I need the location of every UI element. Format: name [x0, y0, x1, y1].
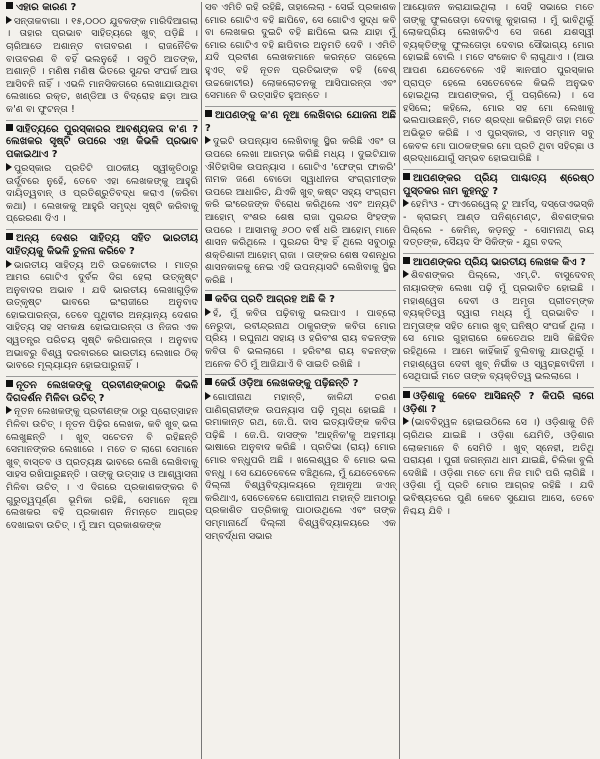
answer-paragraph: ନୂତନ ଲେଖକଙ୍କୁ ପ୍ରବୀଣଙ୍କ ଠାରୁ ପ୍ରୋତ୍ସାହନ ମିଳିବା ଉଚିତ୍ । ନୂତନ ପିଢ଼ିର ଲେଖକ, କବି ଖୁବ୍ ଭଲ ଲେଖୁଛନ୍ତି । ଖୁବ୍ ସଚେତନ ବି ରହିଛନ୍ତି ସେମାନଙ୍କର ଲେଖାରେ । ମତେ ତ ଲାଗେ ସେମାନେ ଖୁବ୍ ବାସ୍ତବ ଓ ପ୍ରତ୍ୟକ୍ଷ ଭାବରେ ଲେଖି ଲେଖିବାକୁ ସାହସ ରଖିପାରୁଛନ୍ତି । ତାଙ୍କୁ ଉତ୍ସାହ ଓ ଆଶ୍ୱାସନା ମିଳିବା ଉଚିତ୍ । ଏ ଦିଗରେ ପ୍ରକାଶକଙ୍କର ବି ଗୁରୁତ୍ୱପୂର୍ଣ୍ଣ ଭୂମିକା ରହିଛି, ସେମାନେ ନୂଆ ଲେଖକର ବହି ପ୍ରକାଶନ ନିମନ୍ତେ ଆଗ୍ରହ ଦେଖାଇବା ଉଚିତ୍ । ମୁଁ ଆମ ପ୍ରକାଶକଙ୍କ — [6, 406, 198, 531]
column-2 — [201, 2, 399, 759]
answer-paragraph: ଆୟୋଜନ କରାଯାଇଥିଲା । ସେହି ସଭାରେ ମତେ ତାଙ୍କୁ ଫୁଲତୋଡ଼ା ଦେବାକୁ କୁହାଗଲା । ମୁଁ ଭାବିଥିଲୁଁ ଲୋକପ୍ରିୟ ଲେଖକଟିଏ ସେ ଜଣେ ଯଶସ୍ୱୀ ବ୍ୟକ୍ତିଙ୍କୁ ଫୁଲତୋଡ଼ା ଦେବାର ସୌଭାଗ୍ୟ ମୋର ହୋଇଛି ବୋଲି । ମତେ ସଂକୋଚ ବି ଲାଗୁଥାଏ । (ଆଉ ଆପଣ ଯେତେବେଳେ ଏହି ଜ୍ଞାନପୀଠ ପୁରସ୍କାର ପ୍ରାପ୍ତ ହେଲେ ସେତେବେଳେ କିଭଳି ଅନୁଭବ ହୋଇଥିଲା ଆପଣଙ୍କର, ମୁଁ ପଚାରିଲେ) । ସେ ହସିଲେ; କହିଲେ, ମୋର ସହ ମୋ ଲେଖାକୁ ଭଲପାଉଛନ୍ତି, ମତେ ଶ୍ରଦ୍ଧା କରିଛନ୍ତି ତାହା ମତେ ଅଭିଭୂତ କରିଛି । ଏ ପୁରସ୍କାର, ଏ ସମ୍ମାନ ସବୁ କେବଳ ମୋ ପାଠକଙ୍କର ମୋ ପ୍ରତି ଥିବା ସହିଚ୍ଛା ଓ ଶ୍ରଦ୍ଧାଯୋଗୁଁ ସମ୍ଭବ ହୋଇପାରିଛି । — [403, 2, 594, 165]
question-heading: ଅନ୍ୟ ଦେଶର ସାହିତ୍ୟ ସହିତ ଭାରତୀୟ ସାହିତ୍ୟକୁ କିଭଳି ତୁଳନା କରିବେ ? — [6, 232, 198, 257]
square-bullet-icon — [205, 378, 212, 385]
answer-paragraph: ହେମିଂଓ - ଫାଏରେୱେଲ୍ ଟୁ ଆର୍ମସ୍, ଦସ୍ତୋଏଭସ୍କି - କ୍ରାଇମ୍ ଆଣ୍ଡ ପନିଶ୍ମେଣ୍ଟ, ଶିବଶଙ୍କର ପିଲ୍ଲେ - କେମିନ୍, କଡ଼ନ୍ତୁ - ସୋମନାଥ୍ ରୟ ଦତ୍ତଙ୍କ, ସୈୟଦ ସିଂ ସିକିଙ୍କ - ଯୁଗ ବଦଳ୍ — [403, 199, 594, 249]
answer-paragraph: ସବ ଏମିତି ରହି ରହିଛି, ତାହାଲେଲା - ସେଇଁ ପ୍ରକାଶକ ମୋର ଗୋଟିଏ ବହି ଛାପିବେ, ସେ ଗୋଟିଏ ସୁଦ୍ଧ କବି ବା ଲେଖକର ଦୁଇଟି ବହି ଛାପିଲେ ଭଲ ଯାହା ମୁଁ ମୋର ଗୋଟିଏ ବହି ଛାପିବାର ଅନୁମତି ଦେବି । ଏମିତି ଯଦି ପ୍ରବୀଣ ଲେଖକମାନେ କରନ୍ତେ ତାହେଲେ ହୁଏତ୍ ବହି ନୂତନ ପ୍ରତିଭାଙ୍କ ବହି (ବେଶ୍ ଉଚ୍ଚକୋଟୀର) ଲୋକଲୋଚନକୁ ଆସିପାରନ୍ତା ଏବଂ ସେମାନେ ବି ଉତ୍ସାହିତ ହୁଅନ୍ତେ । — [205, 2, 396, 102]
question-heading: କବିତା ପ୍ରତି ଆଗ୍ରହ ଅଛି କି ? — [205, 294, 396, 307]
answer-paragraph: ଭାରତୀୟ ସାହିତ୍ୟ ଅତି ଉଚ୍ଚକୋଟୀର । ମାତ୍ର ଆମର ଗୋଟିଏ ଦୁର୍ବଳ ଦିଗ ହେଲା ଉତ୍କୃଷ୍ଟ ଅନୁବାଦର ଅଭାବ । ଯଦି ଭାରତୀୟ ଲେଖାଗୁଡ଼ିକ ଉତ୍କୃଷ୍ଟ ଭାବରେ ଇଂରାଜୀରେ ଅନୁବାଦ ହୋଇପାରନ୍ତା, ତେବେ ପୃଥିବୀର ଅନ୍ୟାନ୍ୟ ଦେଶର ସାହିତ୍ୟ ସହ ସମକକ୍ଷ ହୋଇପାରନ୍ତା ଓ ନିଜର ଏକ ସ୍ୱତନ୍ତ୍ର ପରିଚୟ ସୃଷ୍ଟି କରିପାରନ୍ତା । ଅନୁବାଦ ଅଭାବରୁ ବିଶ୍ୱ ଦରବାରରେ ଭାରତୀୟ ଲେଖାର ଠିକ୍ ଭାବରେ ମୂଲ୍ୟାୟନ ହୋଇପାରୁନାହିଁ । — [6, 259, 198, 372]
question-heading: ଏହାର କାରଣ ? — [6, 2, 198, 15]
answer-paragraph: ଗୋପୀନାଥ ମହାନ୍ତି, କାଳିନ୍ଦୀ ଚରଣ ପାଣିଗ୍ରାହୀଙ୍କ ଉପନ୍ୟାସ ପଢ଼ି ମୁଗ୍ଧ ହୋଇଛି । ରମାକାନ୍ତ ରଥ, ଜେ.ପି. ଦାସ ଇତ୍ୟାଦିଙ୍କ କବିତା ପଢ଼ିଛି । ଜେ.ପି. ଦାସଙ୍କ 'ଆହ୍ନିକ'କୁ ଅହମୀୟା ଭାଷାରେ ଅନୁବାଦ କରିଛି । ପ୍ରତିଭା (ରାୟ) ମୋର ମୋର ବନ୍ଧୁପରି ଅଛି । ଖଲେଶ୍ୱର ବି ମୋର ଭଲ ବନ୍ଧୁ । ସେ ଯେତେବେଳେ ବଞ୍ଚିଥିଲେ, ମୁଁ ଯେତେବେଳେ ଦିଲ୍ଲୀ ବିଶ୍ୱବିଦ୍ୟାଳୟରେ ନୂଆନୂଆ ଜଏନ୍ କରିଥାଏ, ସେତେବେଳେ ଗୋପୀନାଥ ମହାନ୍ତି ଆମଠାରୁ ପ୍ରକାଶିତ ପତ୍ରିକାକୁ ପାଠାଉଥିଲେ ଏବଂ ତାଙ୍କ ସମ୍ମାନାର୍ଥେ ଦିଲ୍ଲୀ ବିଶ୍ୱବିଦ୍ୟାଳୟରେ ଏକ ସମ୍ବର୍ଦ୍ଧନା ସଭାର — [205, 392, 396, 542]
square-bullet-icon — [403, 257, 410, 264]
answer-paragraph: ଶିବଶଙ୍କର ପିଲ୍ଲେ, ଏମ୍.ଟି. ବାସୁଦେବନ୍ ନାୟାରଙ୍କ ଲେଖା ପଢ଼ି ମୁଁ ପ୍ରଭାବିତ ହୋଇଛି । ମହାଶ୍ୱେତା ଦେବୀ ଓ ଅମୃତା ପ୍ରୀତମ୍ଙ୍କ ବ୍ୟକ୍ତିତ୍ୱ ଦ୍ୱାରା ମଧ୍ୟ ମୁଁ ପ୍ରଭାବିତ । ଅମୃତାଙ୍କ ସହିତ ମୋର ଖୁବ୍ ଘନିଷ୍ଠ ସଂପର୍କ ଥିଲା । ସେ ମୋର ଗୁହାରାରେ କେତେଥର ଆସି କିଛିଦିନ ରହିଥିଲେ । ଆମେ କାହିଁକାହିଁ ବୁଲିବାକୁ ଯାଉଥିଲୁଁ । ମହାଶ୍ୱେତା ଦେବୀ ଖୁବ୍ ନିର୍ଭୀକ ଓ ସ୍ୱଚ୍ଛବାଦିନୀ । ସେଥିପାଇଁ ମତେ ତାଙ୍କ ବ୍ୟକ୍ତିତ୍ୱ ଭଲଲାଗେ । — [403, 270, 594, 383]
square-bullet-icon — [403, 173, 410, 180]
answer-paragraph: ପୁରସ୍କାର ପ୍ରତିଟି ପାଠକୀୟ ସ୍ୱୀକୃତିଠାରୁ ଉର୍ଦ୍ଧ୍ବରେ ନୁହେଁ, ତେବେ ଏହା ଲେଖକଙ୍କୁ ଆହୁରି ଦାୟିତ୍ୱବାନ୍ ଓ ପ୍ରତିଶ୍ରୁତିବଦ୍ଧ କରାଏ (କରିବା କଥା) । ଲେଖକକୁ ଆହୁରି ସମୃଦ୍ଧ ସୃଷ୍ଟି କରିବାକୁ ପ୍ରେରଣା ଦିଏ । — [6, 162, 198, 225]
square-bullet-icon — [6, 124, 13, 131]
triangle-bullet-icon — [403, 270, 409, 278]
divider — [205, 374, 396, 375]
square-bullet-icon — [6, 233, 13, 240]
triangle-bullet-icon — [6, 16, 12, 24]
divider — [6, 376, 198, 377]
triangle-bullet-icon — [6, 163, 12, 171]
divider — [205, 290, 396, 291]
answer-paragraph: (ଭାବବିହ୍ୱଳ ହୋଇଉଠିଲେ ସେ ।) ଓଡ଼ିଶାକୁ ତିନି ଚାରିଥର ଯାଇଛି । ଓଡ଼ିଶା ଯେମିତି, ଓଡ଼ିଶାର ଲୋକମାନେ ବି ସେମିତି । ଖୁବ୍ ସ୍ନେହୀ, ଅତିଥି ପରାୟଣ । ପୁରୀ ଜଗନ୍ନାଥ ଧାମ ଯାଇଛି, ଚିଲିକା ବୁଲି ଦେଖିଛି । ଓଡ଼ିଶା ମତେ ମୋ ନିଜ ମାଟି ପରି ଲାଗିଛି । ଓଡ଼ିଶା ମୁଁ ପ୍ରତି ମୋର ଆଗ୍ରହ ରହିଛି । ଯଦି ଭବିଷ୍ୟତରେ ପୁଣି କେବେ ସୁଯୋଗ ଆସେ, ତେବେ ନିଶ୍ଚୟ ଯିବି । — [403, 417, 594, 517]
answer-paragraph: ଦୁଇଟି ଉପନ୍ୟାସ ଲେଖିବାକୁ ସ୍ଥିର କରିଛି ଏବଂ ତା ଉପରେ ଲେଖା ଆରମ୍ଭ କରିଛି ମଧ୍ୟ । ଦୁଇଟିଯାକ ଐତିହାସିକ ଉପନ୍ୟାସ । ଗୋଟିଏ 'ଫେଙ୍ଗ ଫାକରି' ନାମକ ଜଣେ ବୋଡୋ ସ୍ୱାଧୀନତା ସଂଗ୍ରାମୀଙ୍କ ଉପରେ ଆଧାରିତ, ଯିଏକି ଖୁବ୍ କଷ୍ଟ ସହ୍ୟ ସଂଗ୍ରାମ କରି ଇଂରେଜଙ୍କ ବିରୋଧ କରିଥିଲେ ଏବଂ ଅନ୍ୟଟି ଆହୋମ୍ ବଂଶର ଶେଷ ରାଜା ପୁରନ୍ଦର ସିଂହଙ୍କ ଉପରେ । ଆସାମକୁ ୬୦୦ ବର୍ଷ ଧରି ଆହୋମ୍ ମାନେ ଶାସନ କରିଥିଲେ । ପୁରନ୍ଦର ସିଂହ ହିଁ ଥିଲେ ସବୁଠାରୁ ଶକ୍ତିଶାଳୀ ଆହୋମ୍ ରାଜା । ତାଙ୍କର ଶେଷ ଦଶନ୍ଧିର ଶାସନକାଳକୁ ନେଇ ଏହି ଉପନ୍ୟାସଟି ଲେଖିବାକୁ ସ୍ଥିର କରିଛି । — [205, 136, 396, 286]
question-heading: ଆପଣଙ୍କର ପ୍ରିୟ ପାଶ୍ଚାତ୍ୟ ଶ୍ରେଷ୍ଠ ପୁସ୍ତକର ନାମ କୁହନ୍ତୁ ? — [403, 172, 594, 197]
divider — [403, 169, 594, 170]
question-heading: କେଉଁ ଓଡ଼ିଆ ଲେଖକଙ୍କୁ ପଢ଼ିଛନ୍ତି ? — [205, 378, 396, 391]
divider — [6, 120, 198, 121]
square-bullet-icon — [6, 380, 13, 387]
square-bullet-icon — [205, 110, 212, 117]
question-heading: ସାହିତ୍ୟରେ ପୁରସ୍କାରର ଆବଶ୍ୟକତା କ'ଣ ? ଲେଖକର ସୃଷ୍ଟି ଉପରେ ଏହା କିଭଳି ପ୍ରଭାବ ପକାଇଥାଏ ? — [6, 123, 198, 161]
question-heading: ଓଡ଼ିଶାକୁ କେବେ ଆସିଛନ୍ତି ? କିପରି ଲାଗେ ଓଡ଼ିଶା ? — [403, 390, 594, 415]
divider — [6, 229, 198, 230]
triangle-bullet-icon — [205, 392, 211, 400]
divider — [403, 387, 594, 388]
divider — [403, 253, 594, 254]
answer-paragraph: ହଁ, ମୁଁ କବିତା ପଢ଼ିବାକୁ ଭଲପାଏ । ପାବ୍ଲୋ ନେରୁଦା, ରବୀନ୍ଦ୍ରନାଥ ଠାକୁରଙ୍କ କବିତା ମୋର ପ୍ରିୟ । ରଘୁନାଥ ସହାୟ ଓ ହରିବଂଶ ରାୟ ବଚ୍ଚନଙ୍କ କବିତା ବି ଭଲଲାଗେ । ହରିବଂଶ ରାୟ ବଚ୍ଚନଙ୍କ ଅନେକ ଚିଠି ମୁଁ ଆଜିଯାଏଁ ବି ସାଇତି ରଖିଛି । — [205, 308, 396, 370]
question-heading: ଆପଣଙ୍କୁ କ'ଣ ନୂଆ ଲେଖିବାର ଯୋଜନା ଅଛି ? — [205, 109, 396, 134]
column-1 — [3, 2, 201, 759]
triangle-bullet-icon — [6, 260, 12, 268]
question-heading: ଆପଣଙ୍କର ପ୍ରିୟ ଭାରତୀୟ ଲେଖକ କିଏ ? — [403, 257, 594, 270]
triangle-bullet-icon — [205, 308, 211, 316]
square-bullet-icon — [6, 2, 13, 9]
answer-paragraph: ସନ୍ତାକବାଗା । ୧୫,୦୦୦ ଯୁବକଙ୍କ ମାରିଦିଆଗଲା । ତାହାର ପ୍ରଭାବ ସାହିତ୍ୟରେ ଖୁବ୍ ପଡ଼ିଛି । ଚାରିଆଡେ ଅଶାନ୍ତ ବାତାବରଣ । ରାଜନୈତିକ ବାତାବରଣ ବି ବହିଁ ଭଲନୁହେଁ । ସବୁଠି ଆତଙ୍କ, ଅଶାନ୍ତି । ମଣିଷ ମଣିଷ ଭିତରେ ସୁନ୍ଦର ସଂପର୍କ ଆଉ ଆସିବନି ନାହିଁ । ଏଭଳି ମାନସିକତାରେ ଲେଖାଯାଉଥିବା ଲେଖାରେ ରକ୍ତ, ଖଣ୍ଡିଆ ଓ ବିଦ୍ରୋହ ଛଡ଼ା ଆଉ କ'ଣ ବା ଫୁଟନ୍ତା ! — [6, 15, 198, 115]
triangle-bullet-icon — [403, 199, 409, 207]
triangle-bullet-icon — [6, 406, 12, 414]
triangle-bullet-icon — [205, 136, 211, 144]
square-bullet-icon — [403, 391, 410, 398]
question-heading: ନୂତନ ଲେଖକଙ୍କୁ ପ୍ରବୀଣଙ୍କଠାରୁ କିଭଳି ଦିଗଦର୍ଶନ ମିଳିବା ଉଚିତ୍ ? — [6, 379, 198, 404]
column-3 — [399, 2, 597, 759]
square-bullet-icon — [205, 294, 212, 301]
divider — [205, 106, 396, 107]
triangle-bullet-icon — [403, 417, 409, 425]
